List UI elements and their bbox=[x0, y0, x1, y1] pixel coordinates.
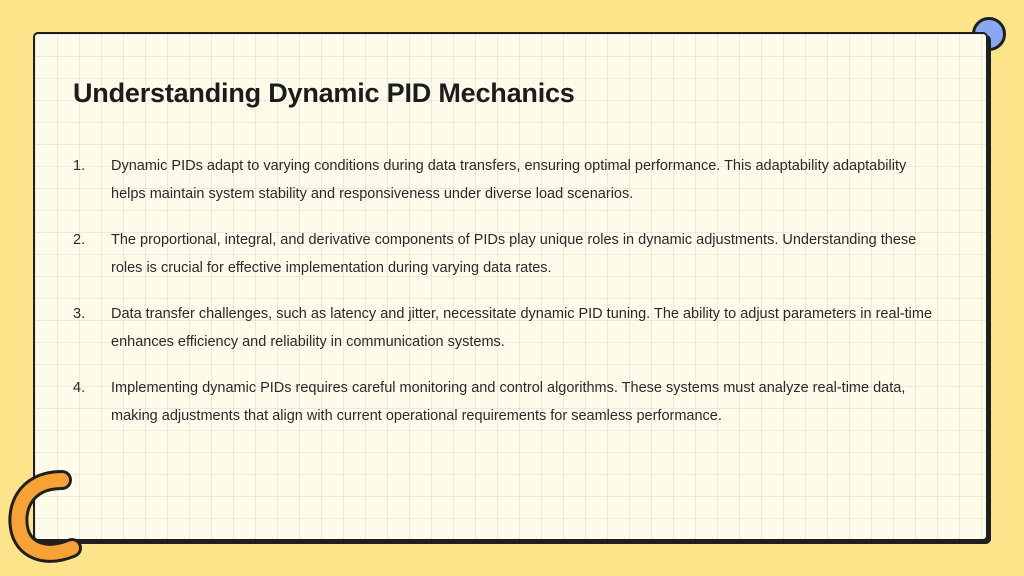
list-item-text: Implementing dynamic PIDs requires careful monitoring and control algorithms. These systems must analyze real-time data, making adjustments that align with current operational requirements for seamless performance. bbox=[111, 380, 906, 424]
list-item-number: 2. bbox=[73, 232, 86, 248]
list-item-text: Dynamic PIDs adapt to varying conditions during data transfers, ensuring optimal performance. This adaptability adaptability helps maintain system stability and responsiveness under diverse load scenarios. bbox=[111, 158, 907, 202]
bullet-list bbox=[73, 152, 933, 448]
slide-card bbox=[33, 32, 988, 541]
list-item-number: 3. bbox=[73, 306, 86, 322]
list-item-number: 1. bbox=[73, 158, 86, 174]
list-item bbox=[73, 300, 933, 356]
list-item-text: Data transfer challenges, such as latency and jitter, necessitate dynamic PID tuning. The ability to adjust parameters in real-time enhances efficiency and reliability in communication systems. bbox=[111, 306, 933, 350]
list-item bbox=[73, 226, 933, 282]
list-item-number: 4. bbox=[73, 380, 86, 396]
list-item bbox=[73, 374, 933, 430]
list-item bbox=[73, 152, 933, 208]
c-arc-decoration-icon bbox=[6, 466, 86, 566]
page-title: Understanding Dynamic PID Mechanics bbox=[73, 78, 575, 108]
list-item-text: The proportional, integral, and derivative components of PIDs play unique roles in dynamic adjustments. Understanding these roles is crucial for effective implementation during varying data rates. bbox=[111, 232, 917, 276]
